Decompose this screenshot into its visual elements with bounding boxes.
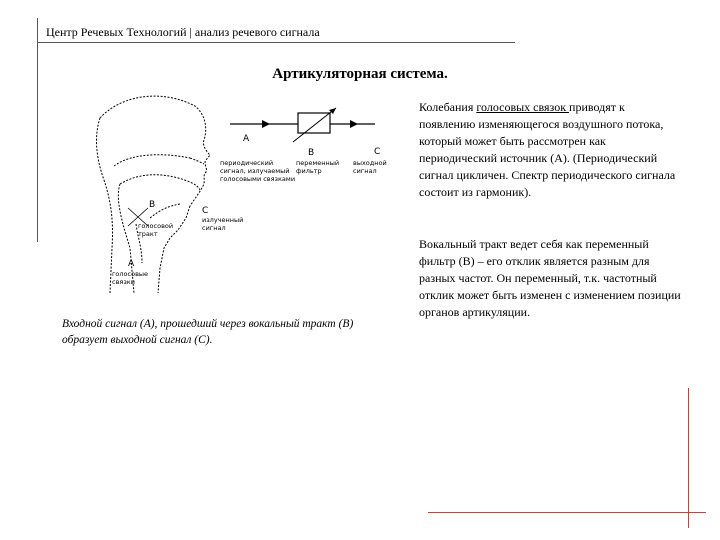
flow-label-c: C (374, 147, 381, 157)
paragraph-vocal-folds (419, 99, 681, 201)
left-rule (37, 18, 38, 242)
head-desc-a: голосовые связки (112, 270, 149, 286)
head-label-c: C (202, 206, 209, 216)
decor-red-horizontal (428, 512, 706, 513)
decor-red-vertical (688, 388, 689, 528)
flow-desc-b: переменный фильтр (296, 159, 340, 175)
flow-desc-a: периодический сигнал, излучаемый голосовыми связками (220, 159, 296, 183)
slide-title: Артикуляторная система. (272, 66, 448, 82)
head-profile (97, 96, 210, 293)
header-divider (37, 42, 515, 43)
paragraph1-lead: Колебания (419, 100, 477, 114)
head-label-b: B (149, 200, 156, 210)
head-desc-b: голосовой тракт (138, 222, 174, 238)
header-title: Центр Речевых Технологий | анализ речевого сигнала (46, 25, 320, 39)
articulatory-diagram (90, 88, 390, 298)
vocal-folds-link[interactable]: голосовых связок (476, 100, 570, 114)
head-label-a: A (128, 259, 135, 269)
paragraph1-rest: приводят к появлению изменяющегося воздушного потока, который может быть рассмотрен как периодический источник (A). (Периодический сигнал цикличен. Спектр периодического сигнала состоит из гармоник). (419, 100, 676, 199)
source-filter-flow (220, 108, 389, 183)
flow-label-a: A (243, 134, 250, 144)
flow-label-b: B (308, 148, 315, 158)
paragraph-vocal-tract: Вокальный тракт ведет себя как переменный фильтр (B) – его отклик является разным для разных частот. Он переменный, т.к. частотный отклик может быть изменен с изменением позиции органов артикуляции. (419, 237, 681, 319)
head-desc-c: излученный сигнал (202, 216, 244, 232)
diagram-caption: Входной сигнал (А), прошедший через вокальный тракт (В) образует выходной сигнал (С). (62, 318, 354, 346)
flow-desc-c: выходной сигнал (353, 159, 387, 175)
